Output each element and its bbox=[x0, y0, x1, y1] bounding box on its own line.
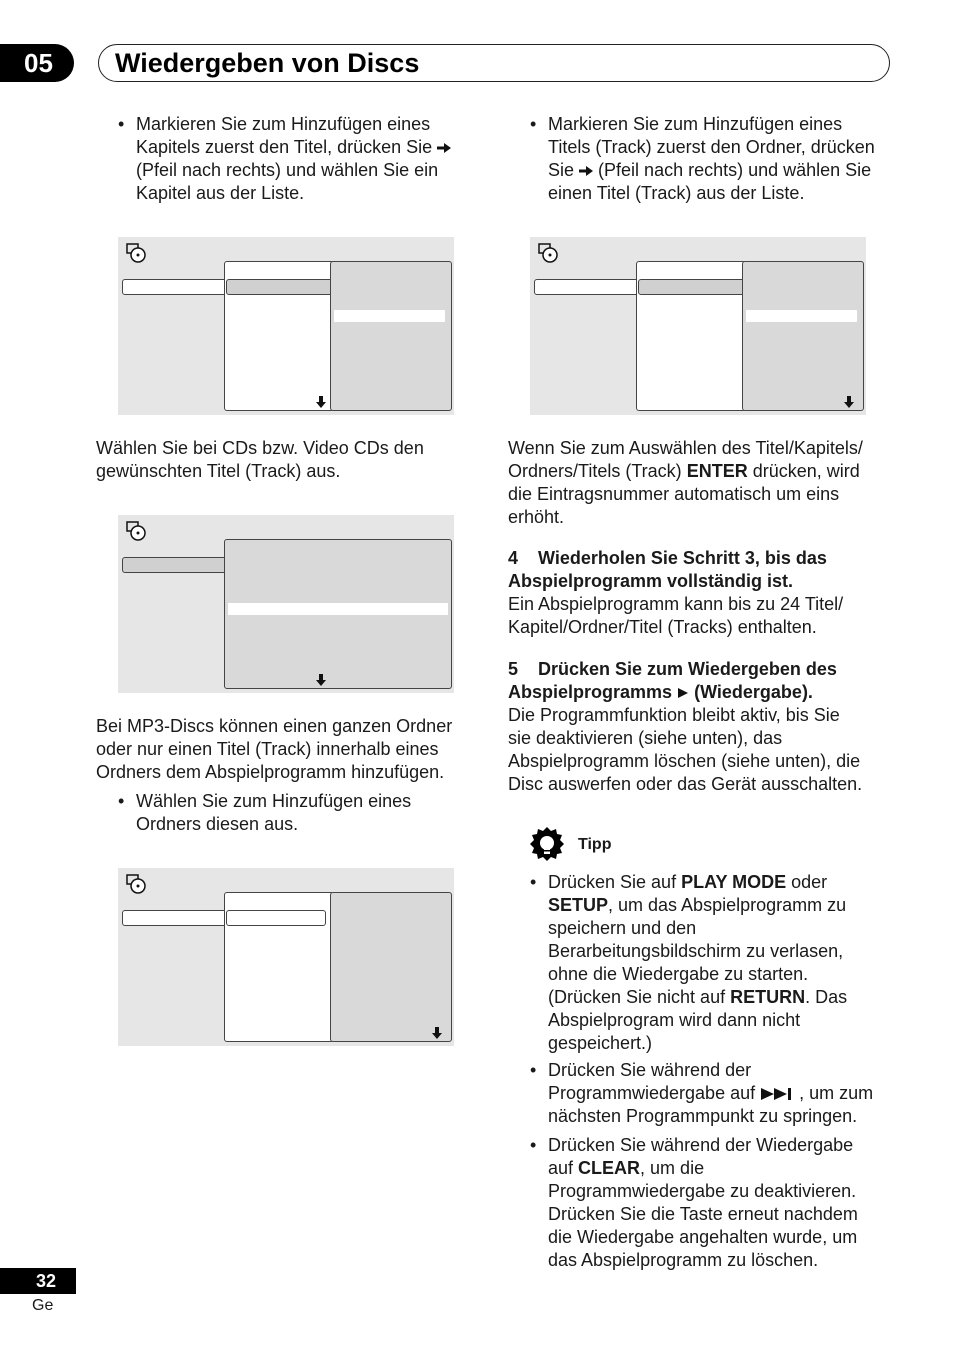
text-span: auf bbox=[548, 1158, 574, 1178]
menu-column-1-selected bbox=[122, 279, 230, 295]
text-span: , um das Abspielprogramm zu bbox=[608, 895, 847, 915]
step-4 bbox=[508, 547, 908, 639]
menu-column-3 bbox=[742, 261, 864, 411]
osd-screen-track-select bbox=[118, 515, 454, 693]
bullet-dot: • bbox=[118, 114, 125, 134]
text-line: Markieren Sie zum Hinzufügen eines bbox=[136, 114, 431, 134]
text-line: Disc auswerfen oder das Gerät ausschalten. bbox=[508, 774, 863, 794]
text-line: Wählen Sie zum Hinzufügen eines bbox=[136, 791, 412, 811]
text-line: einen Titel (Track) aus der Liste. bbox=[548, 183, 805, 203]
bullet-dot: • bbox=[530, 872, 537, 892]
left-bullet-1 bbox=[118, 113, 476, 205]
osd-screen-folder-select bbox=[118, 868, 454, 1046]
text-line bbox=[548, 1157, 898, 1180]
osd-screen-chapter-select bbox=[118, 237, 454, 415]
text-line: Wenn Sie zum Auswählen des Titel/Kapitels/ bbox=[508, 438, 863, 458]
key-setup: SETUP bbox=[548, 895, 609, 915]
step-heading: 4 Wiederholen Sie Schritt 3, bis das bbox=[508, 548, 827, 568]
text-span: Abspielprogramms bbox=[508, 682, 673, 702]
text-line: gewünschten Titel (Track) aus. bbox=[96, 461, 341, 481]
text-span: oder bbox=[791, 872, 828, 892]
text-line: speichern und den bbox=[548, 918, 697, 938]
text-span: Programmwiedergabe auf bbox=[548, 1083, 756, 1103]
text-line bbox=[548, 871, 898, 894]
text-line: Drücken Sie während der bbox=[548, 1060, 752, 1080]
program-disc-icon bbox=[538, 243, 558, 263]
menu-column-2-selected bbox=[226, 910, 326, 926]
text-span: Kapitels zuerst den Titel, drücken Sie bbox=[136, 137, 433, 157]
menu-highlight-row bbox=[746, 310, 857, 322]
menu-column-1-selected bbox=[534, 279, 642, 295]
text-line: oder nur einen Titel (Track) innerhalb eines bbox=[96, 739, 439, 759]
text-line: Drücken Sie die Taste erneut nachdem bbox=[548, 1204, 858, 1224]
text-line: Bei MP3-Discs können einen ganzen Ordner bbox=[96, 716, 453, 736]
text-line: sie deaktivieren (siehe unten), das bbox=[508, 728, 783, 748]
text-line bbox=[136, 136, 476, 159]
arrow-right-icon bbox=[579, 165, 593, 177]
menu-highlight-row bbox=[334, 310, 445, 322]
left-paragraph-1 bbox=[96, 437, 476, 483]
text-line bbox=[548, 159, 898, 182]
program-disc-icon bbox=[126, 521, 146, 541]
text-line: Drücken Sie während der Wiedergabe bbox=[548, 1135, 854, 1155]
text-line bbox=[548, 1082, 898, 1105]
text-line bbox=[548, 894, 898, 917]
text-span: Ordners/Titels (Track) bbox=[508, 461, 682, 481]
bullet-dot: • bbox=[118, 791, 125, 811]
tip-label: Tipp bbox=[578, 836, 612, 853]
menu-column-3 bbox=[330, 892, 452, 1042]
text-span: Drücken Sie auf bbox=[548, 872, 677, 892]
program-disc-icon bbox=[126, 243, 146, 263]
text-line: Die Programmfunktion bleibt aktiv, bis Sie bbox=[508, 705, 840, 725]
text-span: Sie bbox=[548, 160, 575, 180]
left-bullet-2 bbox=[118, 790, 476, 836]
chapter-badge bbox=[0, 44, 74, 82]
text-span: , um zum bbox=[799, 1083, 874, 1103]
tip-lightbulb-icon bbox=[528, 826, 566, 864]
bullet-dot: • bbox=[530, 1135, 537, 1155]
page-number: 32 bbox=[0, 1268, 76, 1294]
tip-bullet-3 bbox=[530, 1134, 898, 1272]
scroll-down-icon bbox=[316, 674, 326, 686]
left-paragraph-2 bbox=[96, 715, 486, 784]
text-line: Ein Abspielprogramm kann bis zu 24 Titel/ bbox=[508, 594, 844, 614]
text-line: gespeichert.) bbox=[548, 1033, 653, 1053]
text-line: die Wiedergabe angehalten wurde, um bbox=[548, 1227, 858, 1247]
bullet-dot: • bbox=[530, 1060, 537, 1080]
text-line: (Pfeil nach rechts) und wählen Sie ein bbox=[136, 160, 439, 180]
text-line: Abspielprogramm löschen (siehe unten), die bbox=[508, 751, 861, 771]
text-line: Titels (Track) zuerst den Ordner, drücken bbox=[548, 137, 875, 157]
text-line: Wählen Sie bei CDs bzw. Video CDs den bbox=[96, 438, 424, 458]
text-line: nächsten Programmpunkt zu springen. bbox=[548, 1106, 858, 1126]
language-code: Ge bbox=[32, 1297, 54, 1314]
text-line: Kapitel/Ordner/Titel (Tracks) enthalten. bbox=[508, 617, 817, 637]
program-disc-icon bbox=[126, 874, 146, 894]
text-line: ohne die Wiedergabe zu starten. bbox=[548, 964, 809, 984]
scroll-down-icon bbox=[432, 1027, 442, 1039]
step-heading: Abspielprogramm vollständig ist. bbox=[508, 571, 794, 591]
text-line: Kapitel aus der Liste. bbox=[136, 183, 305, 203]
text-line: erhöht. bbox=[508, 507, 565, 527]
text-span: (Pfeil nach rechts) und wählen Sie bbox=[598, 160, 872, 180]
text-span: (Wiedergabe). bbox=[694, 682, 813, 702]
text-line: Ordners dem Abspielprogramm hinzufügen. bbox=[96, 762, 445, 782]
tip-bullet-2 bbox=[530, 1059, 898, 1128]
arrow-right-icon bbox=[437, 142, 451, 154]
menu-column-1-selected bbox=[122, 557, 230, 573]
text-line bbox=[548, 986, 898, 1009]
menu-column-2-selected bbox=[638, 279, 746, 295]
page-title-frame bbox=[98, 44, 890, 82]
text-line: Markieren Sie zum Hinzufügen eines bbox=[548, 114, 843, 134]
text-line: das Abspielprogramm zu löschen. bbox=[548, 1250, 819, 1270]
next-track-icon bbox=[760, 1087, 794, 1101]
text-line: Programmwiedergabe zu deaktivieren. bbox=[548, 1181, 857, 1201]
step-heading bbox=[508, 681, 908, 704]
menu-column-1-selected bbox=[122, 910, 230, 926]
scroll-down-icon bbox=[316, 396, 326, 408]
right-paragraph-1 bbox=[508, 437, 908, 529]
text-span: , um die bbox=[640, 1158, 705, 1178]
text-span: drücken, wird bbox=[752, 461, 860, 481]
play-icon bbox=[677, 687, 689, 699]
key-enter: ENTER bbox=[686, 461, 748, 481]
text-line: Abspielprogram wird dann nicht bbox=[548, 1010, 801, 1030]
tip-bullet-1 bbox=[530, 871, 898, 1055]
menu-column-3 bbox=[330, 261, 452, 411]
key-play-mode: PLAY MODE bbox=[681, 872, 787, 892]
page-title: Wiedergeben von Discs bbox=[115, 48, 420, 78]
text-line: Berarbeitungsbildschirm zu verlasen, bbox=[548, 941, 844, 961]
chapter-number: 05 bbox=[24, 48, 53, 78]
key-clear: CLEAR bbox=[578, 1158, 641, 1178]
text-line: die Eintragsnummer automatisch um eins bbox=[508, 484, 840, 504]
text-span: (Drücken Sie nicht auf bbox=[548, 987, 726, 1007]
step-5 bbox=[508, 658, 908, 796]
menu-highlight-row bbox=[228, 603, 448, 615]
right-bullet-1 bbox=[530, 113, 898, 205]
text-line: Ordners diesen aus. bbox=[136, 814, 299, 834]
bullet-dot: • bbox=[530, 114, 537, 134]
menu-column-2-selected bbox=[226, 279, 334, 295]
text-line bbox=[508, 460, 908, 483]
key-return: RETURN bbox=[730, 987, 806, 1007]
scroll-down-icon bbox=[844, 396, 854, 408]
step-heading: 5 Drücken Sie zum Wiedergeben des bbox=[508, 659, 837, 679]
osd-screen-title-in-folder bbox=[530, 237, 866, 415]
text-span: . Das bbox=[805, 987, 848, 1007]
